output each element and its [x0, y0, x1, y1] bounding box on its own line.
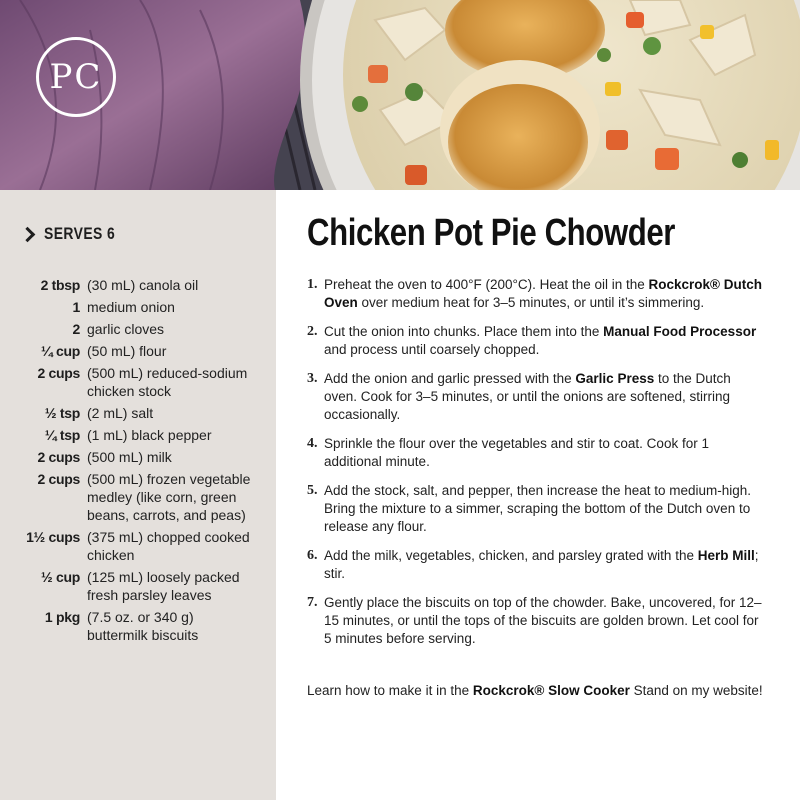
direction-step — [307, 594, 762, 648]
footer-text-end: Stand on my website! — [629, 683, 763, 698]
ingredient-quantity: 2 cups — [37, 471, 80, 487]
ingredient-description: (500 mL) milk — [87, 449, 172, 465]
ingredient-description: (2 mL) salt — [87, 405, 154, 421]
ingredient-description: (30 mL) canola oil — [87, 277, 199, 293]
step-text — [324, 435, 762, 471]
footer-text: Learn how to make it in the — [307, 683, 473, 698]
chevron-right-icon — [20, 226, 36, 242]
ingredient-description: (375 mL) chopped cooked chicken — [87, 529, 250, 563]
product-name: Manual Food Processor — [603, 324, 757, 339]
step-number: 7. — [307, 595, 318, 610]
ingredient-description: (1 mL) black pepper — [87, 427, 212, 443]
ingredient-description: (50 mL) flour — [87, 343, 167, 359]
ingredient-quantity: 2 cups — [37, 365, 80, 381]
ingredient-description: garlic cloves — [87, 321, 165, 337]
ingredient-row — [0, 470, 276, 524]
step-text-segment: Preheat the oven to 400°F (200°C). Heat the oil in the — [324, 277, 649, 292]
step-text-segment: Cut the onion into chunks. Place them into the — [324, 324, 604, 339]
step-number: 2. — [307, 324, 318, 339]
direction-step — [307, 323, 762, 359]
ingredient-row — [0, 448, 276, 466]
ingredient-quantity: 1 pkg — [44, 609, 80, 625]
ingredient-row — [0, 364, 276, 400]
step-number: 6. — [307, 548, 318, 563]
ingredient-row — [0, 426, 276, 444]
ingredient-quantity: 2 — [72, 321, 80, 337]
step-number: 5. — [307, 483, 318, 498]
ingredient-row — [0, 342, 276, 360]
ingredient-row — [0, 298, 276, 316]
directions-list — [307, 276, 762, 659]
product-name: Garlic Press — [575, 371, 655, 386]
serves-heading — [24, 224, 131, 244]
product-name: Herb Mill — [697, 548, 755, 563]
logo-text: PC — [49, 57, 103, 97]
step-text-segment: ; stir. — [324, 548, 759, 581]
pampered-chef-logo — [36, 37, 116, 117]
step-number: 1. — [307, 277, 318, 292]
step-text — [324, 276, 762, 312]
footer-note — [307, 682, 777, 700]
ingredients-list — [0, 276, 276, 648]
ingredient-row — [0, 568, 276, 604]
ingredient-quantity: 1½ cups — [26, 529, 80, 545]
ingredient-row — [0, 276, 276, 294]
ingredient-row — [0, 404, 276, 422]
ingredient-quantity: ¼ cup — [41, 343, 80, 359]
direction-step — [307, 482, 762, 536]
recipe-title: Chicken Pot Pie Chowder — [307, 212, 676, 254]
step-text-segment: Gently place the biscuits on top of the chowder. Bake, uncovered, for 12–15 minutes, or until the tops of the biscuits are golden brown. Let cool for 5 minutes before serving. — [324, 595, 762, 646]
ingredient-description: (500 mL) reduced-sodium chicken stock — [87, 365, 248, 399]
ingredient-description: (7.5 oz. or 340 g) buttermilk biscuits — [87, 609, 199, 643]
step-text-segment: to the Dutch oven. Cook for 3–5 minutes, or until the onions are softened, stirring occasionally. — [324, 371, 731, 422]
step-text — [324, 482, 762, 536]
step-text-segment: Add the stock, salt, and pepper, then increase the heat to medium-high. Bring the mixture to a simmer, scraping the bottom of the Dutch oven to release any flour. — [324, 483, 752, 534]
direction-step — [307, 435, 762, 471]
step-number: 4. — [307, 436, 318, 451]
ingredient-quantity: 1 — [72, 299, 80, 315]
ingredient-row — [0, 320, 276, 338]
direction-step — [307, 276, 762, 312]
product-name: Rockcrok® Dutch Oven — [324, 277, 762, 310]
ingredient-description: (125 mL) loosely packed fresh parsley leaves — [87, 569, 240, 603]
ingredient-quantity: 2 cups — [37, 449, 80, 465]
step-text — [324, 323, 762, 359]
step-number: 3. — [307, 371, 318, 386]
step-text-segment: Add the milk, vegetables, chicken, and parsley grated with the — [324, 548, 698, 563]
ingredient-quantity: ¼ tsp — [44, 427, 80, 443]
ingredients-panel — [0, 190, 276, 800]
ingredient-quantity: ½ tsp — [44, 405, 80, 421]
ingredient-row — [0, 528, 276, 564]
ingredient-description: medium onion — [87, 299, 175, 315]
ingredient-quantity: ½ cup — [41, 569, 80, 585]
step-text — [324, 547, 762, 583]
step-text-segment: and process until coarsely chopped. — [324, 342, 540, 357]
step-text — [324, 370, 762, 424]
slow-cooker-product: Rockcrok® Slow Cooker — [472, 683, 630, 698]
hero-photo — [0, 0, 800, 190]
ingredient-quantity: 2 tbsp — [40, 277, 80, 293]
ingredient-row — [0, 608, 276, 644]
step-text-segment: over medium heat for 3–5 minutes, or until it’s simmering. — [357, 295, 705, 310]
ingredient-description: (500 mL) frozen vegetable medley (like corn, green beans, carrots, and peas) — [87, 471, 251, 523]
chowder-photo-illustration — [0, 0, 800, 190]
step-text-segment: Add the onion and garlic pressed with the — [324, 371, 576, 386]
direction-step — [307, 370, 762, 424]
serves-label: SERVES 6 — [44, 224, 116, 243]
step-text — [324, 594, 762, 648]
step-text-segment: Sprinkle the flour over the vegetables and stir to coat. Cook for 1 additional minute. — [324, 436, 709, 469]
direction-step — [307, 547, 762, 583]
biscuits — [440, 0, 605, 190]
